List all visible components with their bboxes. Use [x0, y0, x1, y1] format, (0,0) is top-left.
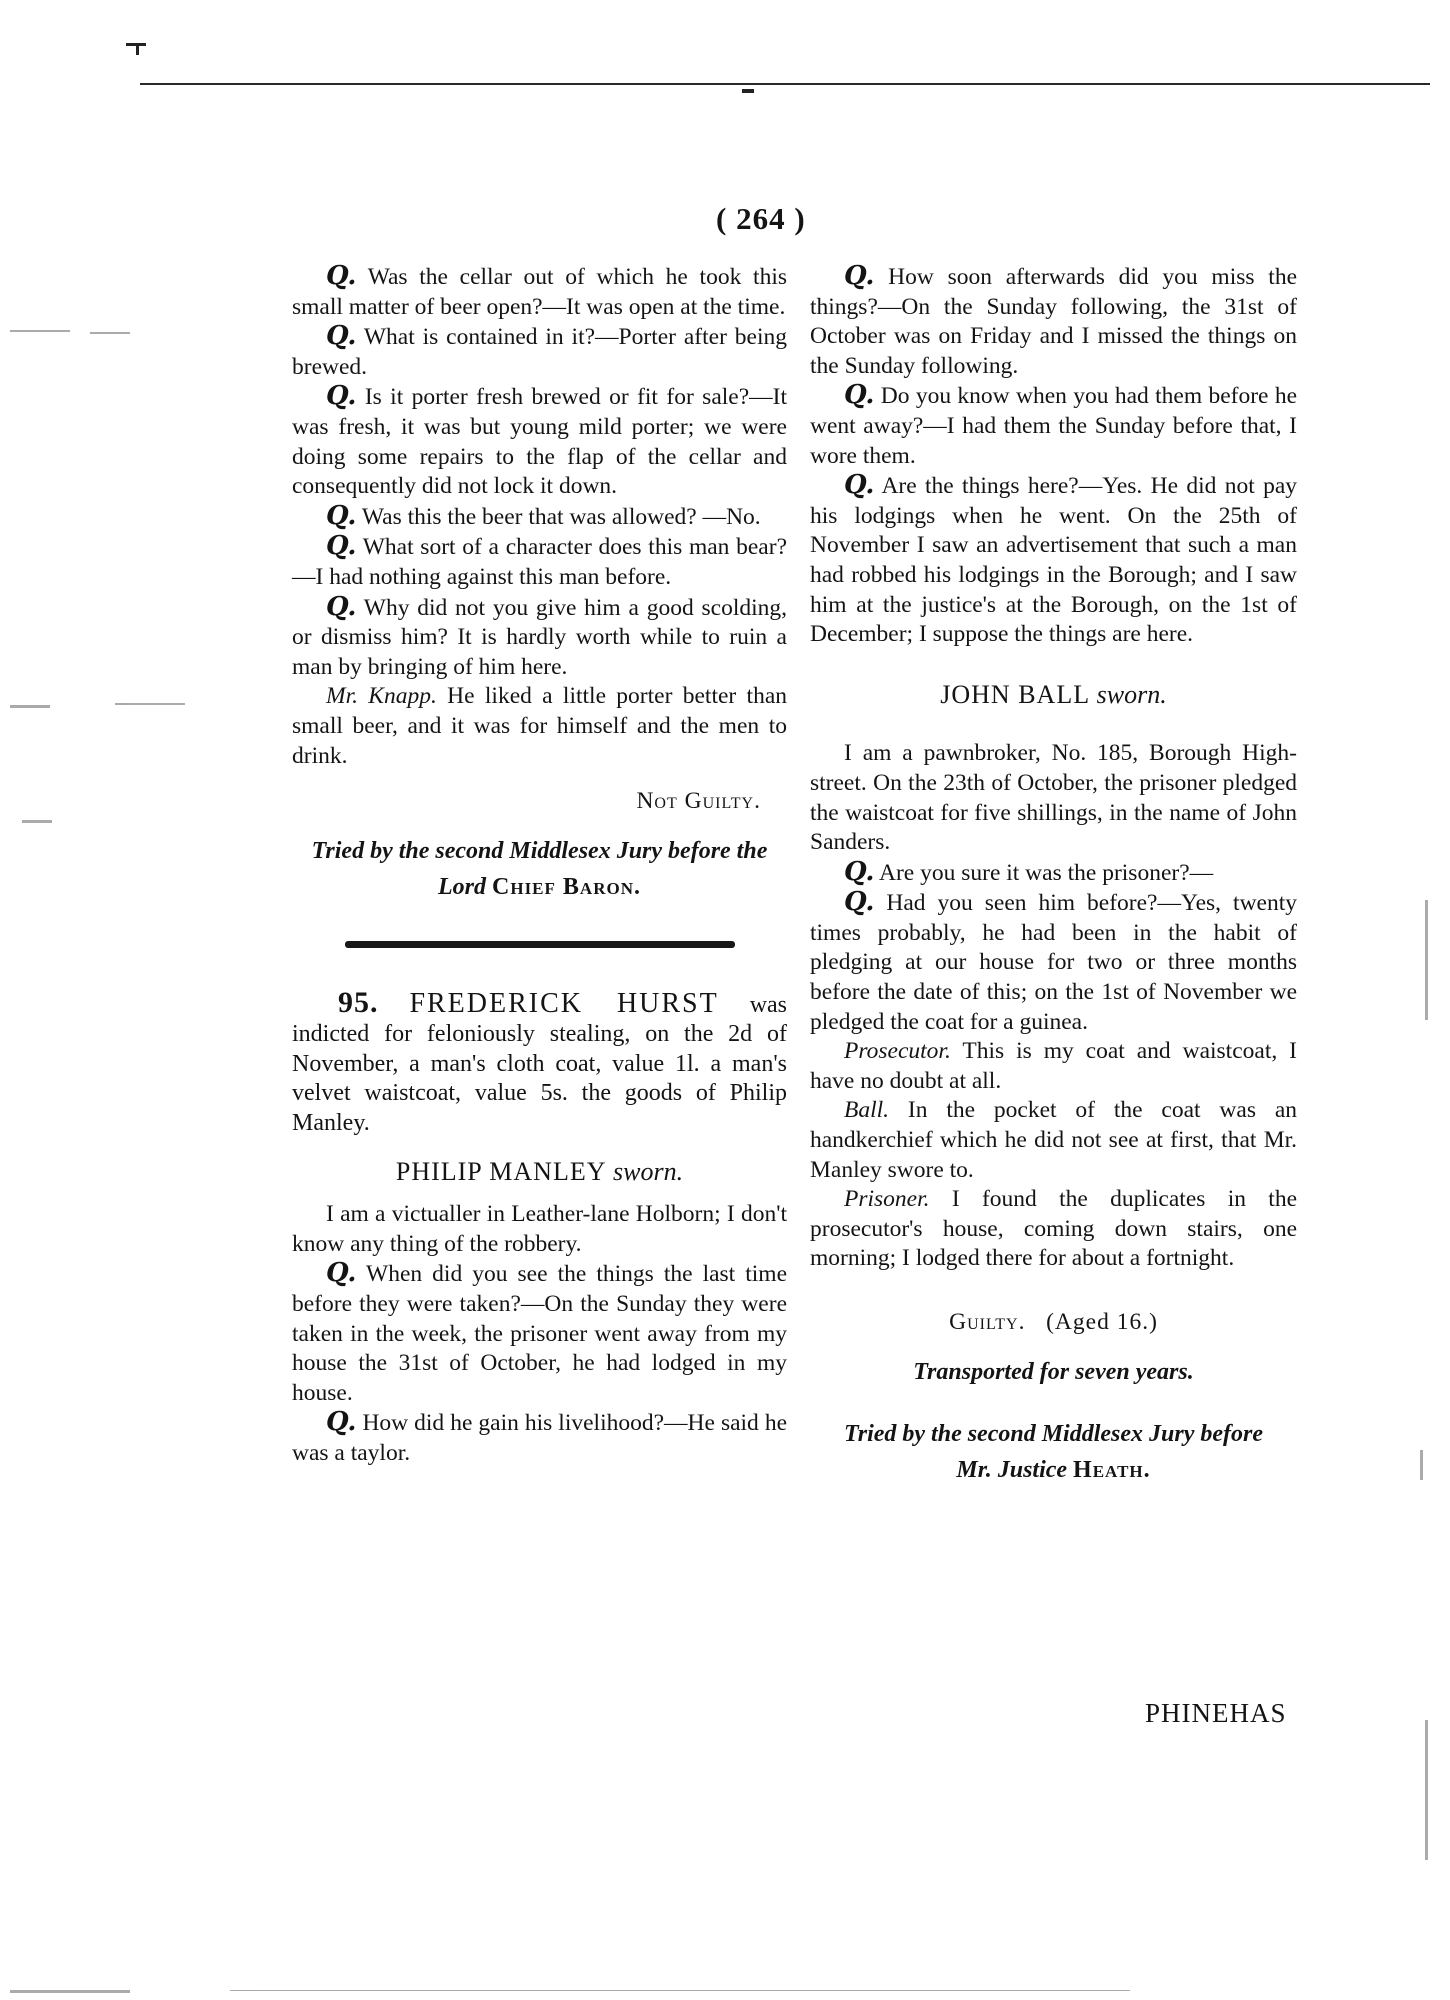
question-paragraph [292, 532, 787, 592]
case-number: 95. [338, 985, 379, 1019]
speaker-name: Prosecutor. [844, 1038, 951, 1065]
speaker-paragraph [810, 1096, 1297, 1185]
question-mark: Q. [326, 500, 357, 531]
defendant-name: FREDERICK HURST [409, 987, 719, 1019]
question-paragraph [810, 888, 1297, 1037]
question-paragraph [810, 858, 1297, 889]
question-paragraph [292, 262, 787, 322]
witness-heading [292, 1157, 787, 1187]
case-separator-rule [345, 941, 735, 948]
paragraph-text: Are the things here?—Yes. He did not pay his lodgings when he went. On the 25th of November I saw an advertisement that such a man had robbed his lodgings in the Borough; and I saw him at the justice's at the Borough, on the 1st of December; I suppose the things are here. [810, 473, 1297, 648]
question-paragraph [292, 322, 787, 382]
trial-attribution [292, 833, 787, 905]
verdict-text: Guilty. [949, 1309, 1026, 1335]
paragraph-text: This is my coat and waistcoat, I have no doubt at all. [810, 1038, 1297, 1094]
paragraph-text: Are you sure it was the prisoner?— [879, 859, 1214, 886]
paragraph-text: He liked a little porter better than small beer, and it was for himself and the men to drink. [292, 683, 787, 769]
question-paragraph [810, 471, 1297, 650]
question-mark: Q. [326, 1258, 357, 1289]
testimony-paragraph [292, 1200, 787, 1259]
age-text: (Aged 16.) [1046, 1309, 1158, 1335]
witness-heading [810, 680, 1297, 710]
sentence [810, 1354, 1297, 1390]
paragraph-text: What is contained in it?—Porter after being brewed. [292, 324, 787, 380]
question-mark: Q. [844, 261, 875, 291]
indictment-text: was indicted for feloniously stealing, on the 2d of November, a man's cloth coat, value 1l. a man's velvet waistcoat, value 5s. the goods of Philip Manley. [292, 991, 788, 1137]
question-paragraph [292, 502, 787, 533]
judge-title: Chief Baron. [492, 873, 641, 900]
sworn-label: sworn. [1096, 679, 1167, 709]
question-paragraph [810, 262, 1297, 381]
speaker-name: Mr. Knapp. [326, 683, 437, 710]
question-paragraph [810, 381, 1297, 471]
paragraph-text: Why did not you give him a good scolding, or dismiss him? It is hardly worth while to ruin a man by bringing of him here. [292, 594, 788, 680]
verdict [292, 787, 787, 817]
question-paragraph [292, 1408, 787, 1468]
judge-title: Heath. [1073, 1456, 1151, 1483]
trial-attribution [810, 1416, 1297, 1488]
corner-tick-mark [126, 38, 146, 54]
question-mark: Q. [326, 381, 357, 412]
trial-line-2-lead: Mr. Justice [956, 1456, 1068, 1483]
question-mark: Q. [326, 321, 357, 352]
paragraph-text: How soon afterwards did you miss the things?—On the Sunday following, the 31st of October was on Friday and I missed the things on the Sunday following. [810, 264, 1297, 379]
sentence-text: Transported for seven years. [913, 1358, 1194, 1385]
paragraph-text: Was this the beer that was allowed? —No. [361, 503, 761, 530]
question-mark: Q. [844, 887, 875, 918]
paragraph-text: I am a victualler in Leather-lane Holborn; I don't know any thing of the robbery. [292, 1201, 787, 1257]
paragraph-text: What sort of a character does this man bear?—I had nothing against this man before. [292, 534, 787, 590]
right-column [810, 262, 1297, 1488]
question-mark: Q. [844, 380, 875, 411]
header-dash [742, 89, 754, 93]
verdict [810, 1308, 1297, 1338]
question-paragraph [292, 1259, 787, 1408]
question-mark: Q. [326, 591, 357, 622]
question-paragraph [292, 382, 787, 501]
speaker-paragraph [292, 682, 787, 771]
speaker-paragraph [810, 1185, 1297, 1274]
paragraph-text: Is it porter fresh brewed or fit for sale?—It was fresh, it was but young mild porter; we were doing some repairs to the flap of the cellar and consequently did not lock it down. [292, 384, 787, 500]
question-mark: Q. [844, 470, 875, 501]
question-mark: Q. [326, 531, 357, 562]
left-column [292, 262, 787, 1469]
witness-name: JOHN BALL [940, 679, 1090, 709]
witness-name: PHILIP MANLEY [395, 1156, 606, 1186]
question-mark: Q. [326, 1407, 357, 1438]
paragraph-text: In the pocket of the coat was an handkerchief which he did not see at first, that Mr. Manley swore to. [810, 1097, 1297, 1183]
paragraph-text: When did you see the things the last time before they were taken?—On the Sunday they were taken in the week, the prisoner went away from my house the 31st of October, he had lodged in my house. [292, 1261, 788, 1406]
question-paragraph [292, 593, 787, 683]
paragraph-text: I found the duplicates in the prosecutor's house, coming down stairs, one morning; I lodged there for about a fortnight. [810, 1186, 1298, 1272]
testimony-paragraph [810, 739, 1297, 857]
paragraph-text: I am a pawnbroker, No. 185, Borough High-street. On the 23th of October, the prisoner pledged the waistcoat for five shillings, in the name of John Sanders. [810, 740, 1297, 856]
catchword: PHINEHAS [1145, 1698, 1287, 1728]
speaker-name: Prisoner. [844, 1186, 930, 1213]
top-rule [140, 83, 1430, 85]
question-mark: Q. [326, 261, 357, 291]
paragraph-text: Do you know when you had them before he went away?—I had them the Sunday before that, I wore them. [810, 383, 1297, 469]
paragraph-text: Had you seen him before?—Yes, twenty times probably, he had been in the habit of pledging at our house for two or three months before the date of this; on the 1st of November we pledged the coat for a guinea. [810, 890, 1297, 1035]
speaker-name: Ball. [844, 1097, 890, 1124]
trial-line-2-lead: Lord [438, 873, 487, 900]
speaker-paragraph [810, 1037, 1297, 1096]
paragraph-text: How did he gain his livelihood?—He said he was a taylor. [292, 1410, 788, 1466]
paragraph-text: Was the cellar out of which he took this small matter of beer open?—It was open at the time. [292, 264, 787, 320]
case-heading [292, 985, 788, 1139]
verdict-text: Not Guilty. [636, 788, 761, 815]
trial-line-1: Tried by the second Middlesex Jury before [843, 1420, 1264, 1447]
trial-line-1: Tried by the second Middlesex Jury before the [311, 837, 768, 864]
sworn-label: sworn. [613, 1156, 684, 1186]
page-number: ( 264 ) [716, 201, 806, 236]
question-mark: Q. [844, 856, 875, 887]
